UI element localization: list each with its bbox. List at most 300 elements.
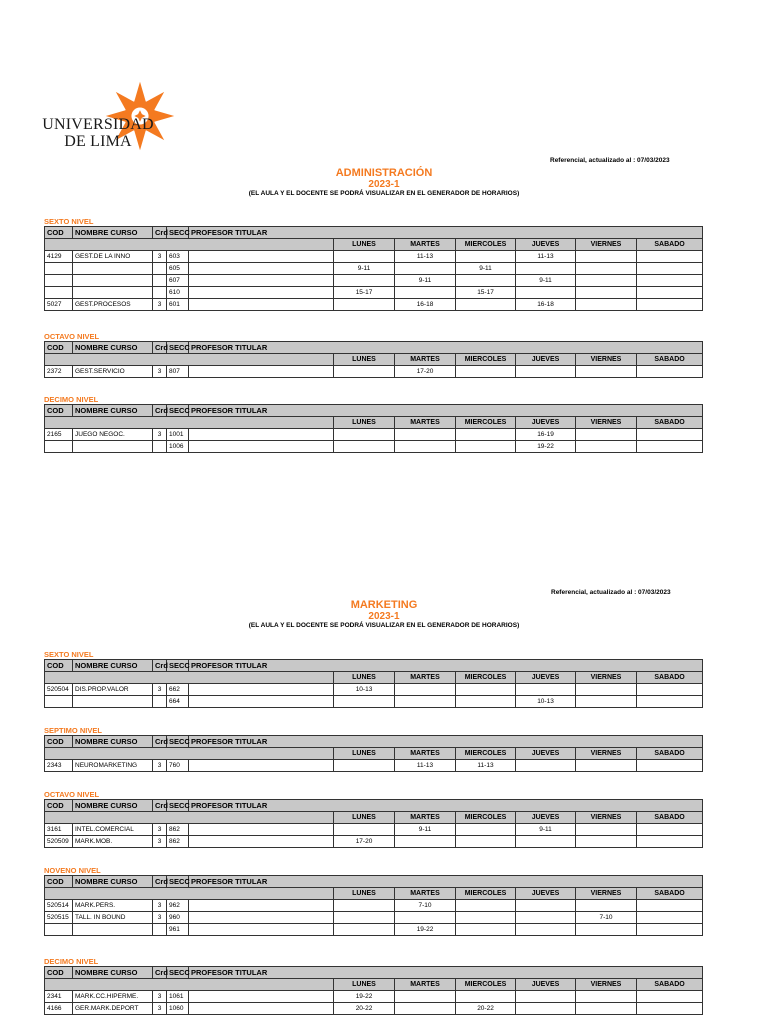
course-credits: 3 — [153, 366, 167, 378]
course-professor — [189, 991, 334, 1003]
course-section: 607 — [167, 275, 189, 287]
days-header-row — [45, 979, 703, 991]
col-header-course: NOMBRE CURSO — [73, 800, 153, 812]
days-header-row — [45, 672, 703, 684]
schedule-cell — [456, 299, 516, 311]
col-header-section: SECC — [167, 227, 189, 239]
col-header-cod: COD — [45, 736, 73, 748]
course-code: 520504 — [45, 684, 73, 696]
col-header-cod: COD — [45, 967, 73, 979]
schedule-cell — [516, 366, 576, 378]
level-name: OCTAVO NIVEL — [44, 332, 100, 341]
day-header: MARTES — [395, 748, 456, 760]
course-professor — [189, 696, 334, 708]
course-section: 605 — [167, 263, 189, 275]
col-header-professor: PROFESOR TITULAR — [189, 876, 703, 888]
schedule-cell: 7-10 — [576, 912, 637, 924]
course-credits — [153, 275, 167, 287]
program-title: MARKETING — [350, 599, 418, 611]
course-credits: 3 — [153, 912, 167, 924]
schedule-cell: 20-22 — [334, 1003, 395, 1015]
header-spacer — [45, 888, 334, 900]
schedule-cell — [456, 900, 516, 912]
day-header: JUEVES — [516, 672, 576, 684]
course-name: GEST.SERVICIO — [73, 366, 153, 378]
day-header: VIERNES — [576, 417, 637, 429]
course-section: 961 — [167, 924, 189, 936]
schedule-cell — [456, 696, 516, 708]
course-code: 2165 — [45, 429, 73, 441]
course-credits — [153, 287, 167, 299]
level-name: SEXTO NIVEL — [44, 650, 94, 659]
level-block — [44, 958, 702, 1015]
day-header: MIERCOLES — [456, 672, 516, 684]
days-header-row — [45, 417, 703, 429]
header-spacer — [45, 812, 334, 824]
col-header-cod: COD — [45, 227, 73, 239]
schedule-table — [44, 799, 703, 848]
schedule-cell — [637, 900, 703, 912]
header-row — [45, 736, 703, 748]
day-header: SABADO — [637, 417, 703, 429]
header-row — [45, 967, 703, 979]
course-code — [45, 696, 73, 708]
course-code: 5027 — [45, 299, 73, 311]
disclaimer-note: (EL AULA Y EL DOCENTE SE PODRÁ VISUALIZAR EN EL GENERADOR DE HORARIOS) — [248, 190, 520, 197]
day-header: MARTES — [395, 417, 456, 429]
course-code: 520509 — [45, 836, 73, 848]
course-row — [45, 924, 703, 936]
schedule-cell — [516, 991, 576, 1003]
schedule-cell — [456, 991, 516, 1003]
schedule-cell: 11-13 — [516, 251, 576, 263]
col-header-course: NOMBRE CURSO — [73, 660, 153, 672]
schedule-cell — [334, 696, 395, 708]
day-header: MIERCOLES — [456, 812, 516, 824]
schedule-cell: 19-22 — [516, 441, 576, 453]
course-section: 760 — [167, 760, 189, 772]
col-header-cod: COD — [45, 660, 73, 672]
course-credits — [153, 263, 167, 275]
course-credits: 3 — [153, 1003, 167, 1015]
course-credits: 3 — [153, 251, 167, 263]
course-professor — [189, 912, 334, 924]
day-header: SABADO — [637, 979, 703, 991]
day-header: SABADO — [637, 239, 703, 251]
header-spacer — [45, 354, 334, 366]
course-code: 4129 — [45, 251, 73, 263]
day-header: JUEVES — [516, 812, 576, 824]
day-header: SABADO — [637, 812, 703, 824]
course-name — [73, 441, 153, 453]
university-name-line1: UNIVERSIDAD — [42, 116, 154, 133]
col-header-professor: PROFESOR TITULAR — [189, 342, 703, 354]
course-row — [45, 441, 703, 453]
col-header-course: NOMBRE CURSO — [73, 342, 153, 354]
schedule-cell — [637, 366, 703, 378]
schedule-cell: 11-13 — [395, 251, 456, 263]
schedule-cell — [516, 1003, 576, 1015]
schedule-cell: 17-20 — [395, 366, 456, 378]
disclaimer-note: (EL AULA Y EL DOCENTE SE PODRÁ VISUALIZAR EN EL GENERADOR DE HORARIOS) — [248, 622, 520, 629]
day-header: MARTES — [395, 354, 456, 366]
schedule-cell — [395, 836, 456, 848]
schedule-cell — [576, 684, 637, 696]
schedule-cell — [456, 836, 516, 848]
course-code: 520514 — [45, 900, 73, 912]
course-code — [45, 441, 73, 453]
day-header: MARTES — [395, 979, 456, 991]
course-professor — [189, 824, 334, 836]
day-header: VIERNES — [576, 672, 637, 684]
day-header: JUEVES — [516, 417, 576, 429]
course-credits: 3 — [153, 299, 167, 311]
course-section: 664 — [167, 696, 189, 708]
course-professor — [189, 263, 334, 275]
day-header: MIERCOLES — [456, 417, 516, 429]
col-header-credits: Crd — [153, 660, 167, 672]
course-row — [45, 836, 703, 848]
schedule-cell — [334, 924, 395, 936]
course-section: 662 — [167, 684, 189, 696]
schedule-cell — [395, 287, 456, 299]
course-name: GEST.DE LA INNO — [73, 251, 153, 263]
course-name — [73, 287, 153, 299]
schedule-cell — [456, 824, 516, 836]
col-header-course: NOMBRE CURSO — [73, 736, 153, 748]
schedule-cell — [334, 441, 395, 453]
col-header-section: SECC — [167, 800, 189, 812]
course-row — [45, 912, 703, 924]
course-row — [45, 760, 703, 772]
level-name: DECIMO NIVEL — [44, 957, 99, 966]
day-header: MARTES — [395, 672, 456, 684]
col-header-section: SECC — [167, 736, 189, 748]
days-header-row — [45, 748, 703, 760]
col-header-professor: PROFESOR TITULAR — [189, 736, 703, 748]
level-block — [44, 727, 702, 772]
col-header-course: NOMBRE CURSO — [73, 876, 153, 888]
day-header: LUNES — [334, 888, 395, 900]
schedule-cell: 9-11 — [456, 263, 516, 275]
day-header: JUEVES — [516, 748, 576, 760]
day-header: MARTES — [395, 239, 456, 251]
sheet-header — [0, 599, 768, 630]
header-row — [45, 405, 703, 417]
col-header-credits: Crd — [153, 967, 167, 979]
header-row — [45, 227, 703, 239]
course-name: MARK.MOB. — [73, 836, 153, 848]
course-code: 520515 — [45, 912, 73, 924]
level-block — [44, 396, 702, 453]
col-header-section: SECC — [167, 660, 189, 672]
day-header: MARTES — [395, 888, 456, 900]
day-header: MIERCOLES — [456, 888, 516, 900]
schedule-cell — [576, 366, 637, 378]
schedule-cell — [637, 912, 703, 924]
course-professor — [189, 251, 334, 263]
course-row — [45, 991, 703, 1003]
course-row — [45, 900, 703, 912]
level-name: OCTAVO NIVEL — [44, 790, 100, 799]
day-header: LUNES — [334, 417, 395, 429]
course-name: MARK.PERS. — [73, 900, 153, 912]
schedule-cell — [637, 991, 703, 1003]
col-header-professor: PROFESOR TITULAR — [189, 405, 703, 417]
schedule-cell — [395, 696, 456, 708]
schedule-cell — [637, 824, 703, 836]
col-header-credits: Crd — [153, 800, 167, 812]
schedule-cell — [395, 441, 456, 453]
col-header-section: SECC — [167, 405, 189, 417]
schedule-cell — [334, 824, 395, 836]
schedule-cell — [516, 287, 576, 299]
schedule-cell — [637, 836, 703, 848]
course-name: MARK.CC.HIPERME. — [73, 991, 153, 1003]
course-name: NEUROMARKETING — [73, 760, 153, 772]
schedule-cell — [456, 275, 516, 287]
day-header: LUNES — [334, 354, 395, 366]
course-professor — [189, 760, 334, 772]
schedule-cell: 20-22 — [456, 1003, 516, 1015]
course-row — [45, 429, 703, 441]
day-header: SABADO — [637, 354, 703, 366]
course-professor — [189, 1003, 334, 1015]
course-credits — [153, 696, 167, 708]
schedule-cell — [395, 991, 456, 1003]
col-header-section: SECC — [167, 967, 189, 979]
schedule-cell: 9-11 — [334, 263, 395, 275]
level-name: SEPTIMO NIVEL — [44, 726, 102, 735]
schedule-cell — [637, 684, 703, 696]
day-header: VIERNES — [576, 239, 637, 251]
day-header: VIERNES — [576, 812, 637, 824]
course-professor — [189, 924, 334, 936]
schedule-cell: 9-11 — [395, 275, 456, 287]
schedule-table — [44, 735, 703, 772]
header-spacer — [45, 748, 334, 760]
schedule-cell — [637, 924, 703, 936]
schedule-cell — [395, 263, 456, 275]
schedule-cell — [395, 912, 456, 924]
schedule-cell: 16-19 — [516, 429, 576, 441]
term-label: 2023-1 — [368, 611, 400, 622]
course-row — [45, 275, 703, 287]
schedule-cell — [576, 287, 637, 299]
schedule-cell — [395, 1003, 456, 1015]
schedule-cell — [516, 900, 576, 912]
schedule-cell — [456, 924, 516, 936]
col-header-professor: PROFESOR TITULAR — [189, 967, 703, 979]
day-header: VIERNES — [576, 979, 637, 991]
col-header-cod: COD — [45, 800, 73, 812]
course-section: 601 — [167, 299, 189, 311]
day-header: JUEVES — [516, 354, 576, 366]
course-row — [45, 1003, 703, 1015]
schedule-cell — [456, 366, 516, 378]
sheet-header — [0, 167, 768, 198]
day-header: LUNES — [334, 812, 395, 824]
schedule-cell: 15-17 — [334, 287, 395, 299]
schedule-cell: 16-18 — [395, 299, 456, 311]
schedule-cell — [576, 696, 637, 708]
course-section: 862 — [167, 824, 189, 836]
col-header-professor: PROFESOR TITULAR — [189, 800, 703, 812]
course-name — [73, 275, 153, 287]
course-credits — [153, 441, 167, 453]
schedule-cell — [637, 287, 703, 299]
schedule-cell — [334, 760, 395, 772]
schedule-table — [44, 341, 703, 378]
level-name: NOVENO NIVEL — [44, 866, 101, 875]
header-row — [45, 876, 703, 888]
program-title: ADMINISTRACIÓN — [335, 167, 433, 179]
course-code: 4166 — [45, 1003, 73, 1015]
day-header: VIERNES — [576, 354, 637, 366]
day-header: LUNES — [334, 239, 395, 251]
schedule-cell — [637, 299, 703, 311]
schedule-cell — [334, 251, 395, 263]
course-name: TALL. IN BOUND — [73, 912, 153, 924]
schedule-cell — [516, 760, 576, 772]
course-professor — [189, 836, 334, 848]
schedule-table — [44, 659, 703, 708]
schedule-cell — [334, 366, 395, 378]
course-name: GER.MARK.DEPORT — [73, 1003, 153, 1015]
schedule-cell — [516, 263, 576, 275]
header-spacer — [45, 979, 334, 991]
day-header: SABADO — [637, 672, 703, 684]
course-row — [45, 287, 703, 299]
day-header: SABADO — [637, 888, 703, 900]
col-header-credits: Crd — [153, 342, 167, 354]
header-row — [45, 660, 703, 672]
schedule-table — [44, 404, 703, 453]
term-label: 2023-1 — [368, 179, 400, 190]
level-block — [44, 218, 702, 311]
header-row — [45, 342, 703, 354]
course-row — [45, 251, 703, 263]
days-header-row — [45, 239, 703, 251]
course-professor — [189, 441, 334, 453]
day-header: JUEVES — [516, 888, 576, 900]
header-spacer — [45, 417, 334, 429]
schedule-cell — [576, 1003, 637, 1015]
level-name: SEXTO NIVEL — [44, 217, 94, 226]
schedule-cell: 9-11 — [395, 824, 456, 836]
day-header: VIERNES — [576, 888, 637, 900]
course-name: DIS.PROP.VALOR — [73, 684, 153, 696]
level-block — [44, 333, 702, 378]
course-section: 1060 — [167, 1003, 189, 1015]
schedule-cell — [576, 760, 637, 772]
col-header-cod: COD — [45, 876, 73, 888]
course-row — [45, 299, 703, 311]
col-header-credits: Crd — [153, 876, 167, 888]
course-professor — [189, 275, 334, 287]
course-section: 1061 — [167, 991, 189, 1003]
col-header-professor: PROFESOR TITULAR — [189, 227, 703, 239]
schedule-cell — [576, 991, 637, 1003]
day-header: SABADO — [637, 748, 703, 760]
schedule-cell: 9-11 — [516, 824, 576, 836]
schedule-cell — [637, 1003, 703, 1015]
course-professor — [189, 900, 334, 912]
schedule-cell — [516, 836, 576, 848]
course-name: INTEL.COMERCIAL — [73, 824, 153, 836]
course-section: 807 — [167, 366, 189, 378]
col-header-section: SECC — [167, 876, 189, 888]
schedule-cell: 15-17 — [456, 287, 516, 299]
schedule-cell: 19-22 — [334, 991, 395, 1003]
schedule-cell — [395, 684, 456, 696]
schedule-cell — [576, 299, 637, 311]
course-code — [45, 275, 73, 287]
day-header: JUEVES — [516, 239, 576, 251]
day-header: MARTES — [395, 812, 456, 824]
schedule-cell — [637, 441, 703, 453]
schedule-cell — [516, 684, 576, 696]
schedule-table — [44, 226, 703, 311]
header-row — [45, 800, 703, 812]
schedule-cell — [456, 684, 516, 696]
course-section: 1001 — [167, 429, 189, 441]
course-credits: 3 — [153, 900, 167, 912]
course-row — [45, 263, 703, 275]
schedule-cell — [456, 429, 516, 441]
schedule-cell — [637, 760, 703, 772]
schedule-cell: 10-13 — [334, 684, 395, 696]
course-section: 962 — [167, 900, 189, 912]
days-header-row — [45, 354, 703, 366]
schedule-cell — [334, 429, 395, 441]
level-block — [44, 867, 702, 936]
schedule-table — [44, 875, 703, 936]
schedule-cell — [334, 275, 395, 287]
course-name — [73, 696, 153, 708]
course-credits — [153, 924, 167, 936]
course-credits: 3 — [153, 429, 167, 441]
schedule-cell — [456, 251, 516, 263]
course-professor — [189, 299, 334, 311]
course-name — [73, 263, 153, 275]
col-header-course: NOMBRE CURSO — [73, 227, 153, 239]
schedule-cell — [576, 900, 637, 912]
schedule-cell — [637, 275, 703, 287]
schedule-cell: 9-11 — [516, 275, 576, 287]
col-header-cod: COD — [45, 405, 73, 417]
course-code: 3161 — [45, 824, 73, 836]
header-spacer — [45, 239, 334, 251]
course-code: 2343 — [45, 760, 73, 772]
schedule-cell — [576, 836, 637, 848]
schedule-cell — [516, 924, 576, 936]
day-header: LUNES — [334, 979, 395, 991]
course-professor — [189, 366, 334, 378]
schedule-cell — [576, 824, 637, 836]
days-header-row — [45, 888, 703, 900]
schedule-cell: 17-20 — [334, 836, 395, 848]
col-header-course: NOMBRE CURSO — [73, 967, 153, 979]
update-note: Referencial, actualizado al : 07/03/2023 — [551, 589, 671, 596]
university-name — [28, 116, 168, 150]
course-name: GEST.PROCESOS — [73, 299, 153, 311]
col-header-course: NOMBRE CURSO — [73, 405, 153, 417]
schedule-cell: 11-13 — [456, 760, 516, 772]
course-credits: 3 — [153, 824, 167, 836]
university-name-line2: DE LIMA — [64, 133, 132, 150]
update-note: Referencial, actualizado al : 07/03/2023 — [550, 157, 670, 164]
